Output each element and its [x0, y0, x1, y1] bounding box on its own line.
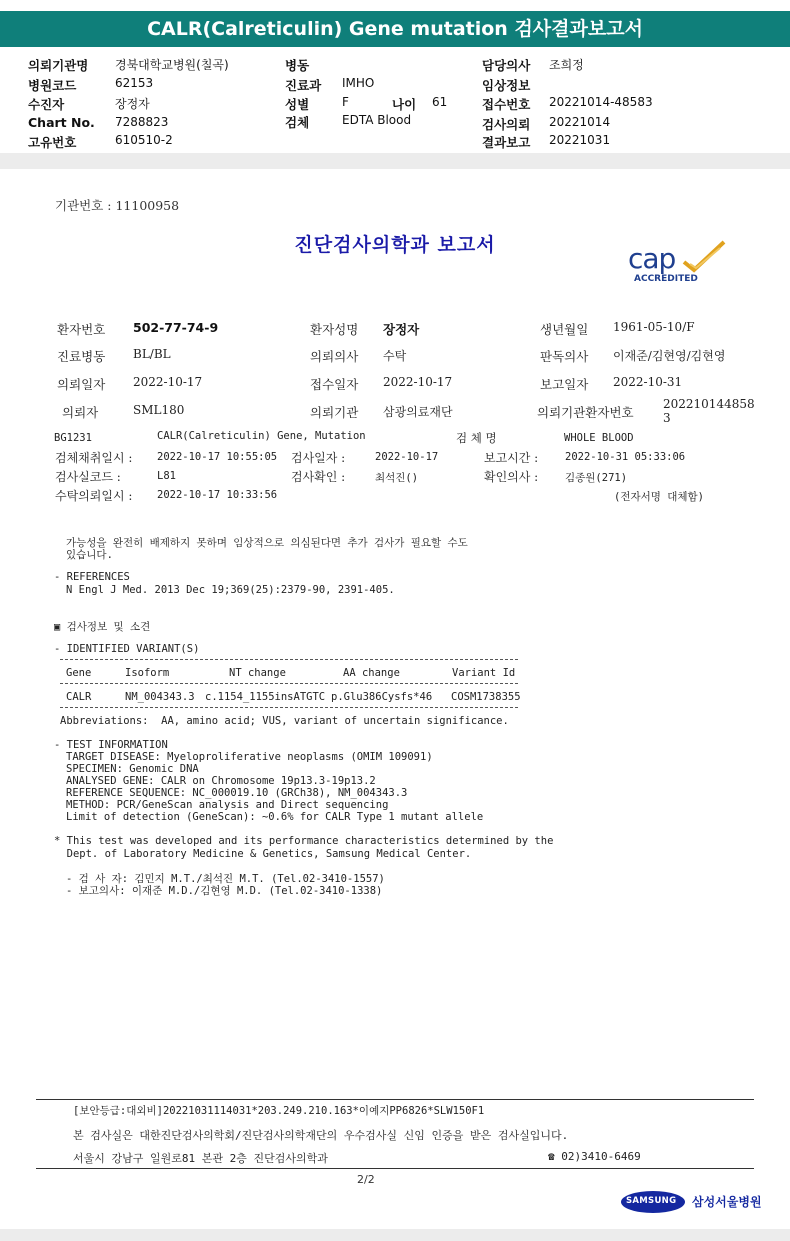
- note-line: 있습니다.: [66, 549, 113, 561]
- header-label: 검체: [285, 115, 310, 130]
- disclaimer-line: Dept. of Laboratory Medicine & Genetics, Samsung Medical Center.: [54, 848, 472, 860]
- patient-label: 판독의사: [540, 349, 589, 364]
- test-label: 보고시간 :: [484, 451, 539, 465]
- checkmark-icon: [680, 240, 728, 274]
- patient-label: 의뢰자: [62, 405, 99, 420]
- test-value: L81: [157, 470, 176, 482]
- cap-logo: [628, 240, 738, 290]
- header-value: 경북대학교병원(칠곡): [115, 58, 229, 72]
- variant-cell: c.1154_1155insATGTC: [205, 691, 326, 703]
- header-label: 수진자: [28, 97, 65, 112]
- header-value: 62153: [115, 76, 154, 90]
- security-line: [보안등급:대외비]20221031114031*203.249.210.163*이예지PP6826*SLW150F1: [73, 1105, 485, 1117]
- report-title: 진단검사의학과 보고서: [294, 234, 496, 256]
- variant-header: Gene: [66, 667, 92, 679]
- header-value: 20221014-48583: [549, 95, 653, 109]
- age-value: 61: [432, 95, 448, 109]
- header-value: 20221014: [549, 115, 611, 129]
- header-label: 임상정보: [482, 78, 531, 93]
- test-label: 검체채취일시 :: [55, 451, 133, 465]
- patient-value: 202210144858: [663, 397, 755, 411]
- test-value: 김종원(271): [565, 472, 628, 484]
- test-code: BG1231: [54, 432, 92, 444]
- header-label: 검사의뢰: [482, 117, 531, 132]
- footer-rule: [36, 1168, 754, 1169]
- test-info-line: Limit of detection (GeneScan): ~0.6% for CALR Type 1 mutant allele: [66, 811, 484, 823]
- patient-number: 502-77-74-9: [133, 320, 219, 335]
- test-info-line: TARGET DISEASE: Myeloproliferative neoplasms (OMIM 109091): [66, 751, 433, 763]
- patient-value: 2022-10-31: [613, 375, 683, 389]
- header-value: 장정자: [115, 97, 150, 111]
- patient-value: 2022-10-17: [133, 375, 203, 389]
- test-label: 수탁의뢰일시 :: [55, 489, 133, 503]
- phone-text: ☎ 02)3410-6469: [548, 1150, 641, 1163]
- variant-header: AA change: [343, 667, 400, 679]
- header-value: 610510-2: [115, 133, 173, 147]
- test-value: 2022-10-17 10:33:56: [157, 489, 278, 501]
- institution-number: 기관번호 : 11100958: [55, 198, 180, 213]
- staff-line: - 보고의사: 이재준 M.D./김현영 M.D. (Tel.02-3410-1338): [66, 885, 383, 897]
- patient-value: 삼광의료재단: [383, 405, 453, 419]
- test-info-title: - TEST INFORMATION: [54, 739, 168, 751]
- header-value: IMHO: [342, 76, 375, 90]
- patient-label: 환자번호: [57, 322, 106, 337]
- test-value: 2022-10-17: [375, 451, 439, 463]
- variant-cell: COSM1738355: [451, 691, 521, 703]
- header-value: F: [342, 95, 349, 109]
- test-value: 최석진(): [375, 472, 419, 484]
- test-label: 검사실코드 :: [55, 470, 121, 484]
- table-rule: [60, 707, 518, 708]
- variant-header: NT change: [229, 667, 286, 679]
- header-label: Chart No.: [28, 115, 95, 130]
- header-label: 진료과: [285, 78, 322, 93]
- test-name: CALR(Calreticulin) Gene, Mutation: [157, 430, 366, 442]
- patient-label: 환자성명: [310, 322, 359, 337]
- test-label: 검사일자 :: [291, 451, 346, 465]
- test-value: 2022-10-17 10:55:05: [157, 451, 278, 463]
- patient-value: 2022-10-17: [383, 375, 453, 389]
- staff-line: - 검 사 자: 김민지 M.T./최석진 M.T. (Tel.02-3410-1557): [66, 873, 385, 885]
- samsung-logo-text: SAMSUNG: [626, 1196, 677, 1206]
- disclaimer-line: * This test was developed and its performance characteristics determined by the: [54, 835, 554, 847]
- specimen-value: WHOLE BLOOD: [564, 432, 634, 444]
- page-number: 2/2: [357, 1173, 375, 1186]
- patient-name: 장정자: [383, 322, 420, 337]
- references-title: - REFERENCES: [54, 571, 130, 583]
- patient-value: SML180: [133, 403, 185, 417]
- test-info-line: METHOD: PCR/GeneScan analysis and Direct sequencing: [66, 799, 389, 811]
- age-label: 나이: [392, 97, 417, 112]
- bottom-bar: [0, 1229, 790, 1241]
- patient-label: 의뢰기관환자번호: [537, 405, 634, 420]
- header-label: 병동: [285, 58, 310, 73]
- header-label: 고유번호: [28, 135, 77, 150]
- hospital-name: 삼성서울병원: [692, 1195, 762, 1209]
- variant-cell: CALR: [66, 691, 92, 703]
- variants-title: - IDENTIFIED VARIANT(S): [54, 643, 200, 655]
- patient-label: 의뢰일자: [57, 377, 106, 392]
- footer-rule: [36, 1099, 754, 1100]
- references-text: N Engl J Med. 2013 Dec 19;369(25):2379-90, 2391-405.: [66, 584, 395, 596]
- certification-text: 본 검사실은 대한진단검사의학회/진단검사의학재단의 우수검사실 신임 인증을 받은 검사실입니다.: [73, 1129, 569, 1142]
- table-rule: [60, 683, 518, 684]
- patient-value: 수탁: [383, 349, 407, 363]
- cap-logo-text: cap: [628, 242, 676, 275]
- patient-value: 1961-05-10/F: [613, 320, 695, 334]
- note-line: 가능성을 완전히 배제하지 못하며 임상적으로 의심된다면 추가 검사가 필요할 수도: [66, 537, 468, 549]
- patient-value: 3: [663, 411, 671, 425]
- header-label: 의뢰기관명: [28, 58, 89, 73]
- header-label: 결과보고: [482, 135, 531, 150]
- header-value: EDTA Blood: [342, 113, 412, 127]
- header-label: 성별: [285, 97, 310, 112]
- abbreviations: Abbreviations: AA, amino acid; VUS, variant of uncertain significance.: [60, 715, 509, 727]
- header-value: 조희정: [549, 58, 584, 72]
- patient-label: 생년월일: [540, 322, 589, 337]
- table-rule: [60, 659, 518, 660]
- cap-accredited-text: ACCREDITED: [634, 274, 698, 284]
- patient-label: 진료병동: [57, 349, 106, 364]
- test-value: 2022-10-31 05:33:06: [565, 451, 686, 463]
- header-label: 접수번호: [482, 97, 531, 112]
- test-info-line: ANALYSED GENE: CALR on Chromosome 19p13.3-19p13.2: [66, 775, 376, 787]
- patient-value: 이재준/김현영/김현영: [613, 349, 726, 363]
- patient-label: 의뢰의사: [310, 349, 359, 364]
- test-info-line: SPECIMEN: Genomic DNA: [66, 763, 199, 775]
- test-label: 검사확인 :: [291, 470, 346, 484]
- report-title-bar: CALR(Calreticulin) Gene mutation 검사결과보고서: [0, 11, 790, 47]
- variant-cell: p.Glu386Cysfs*46: [331, 691, 433, 703]
- test-label: 확인의사 :: [484, 470, 539, 484]
- specimen-label: 검 체 명: [456, 431, 497, 445]
- patient-label: 의뢰기관: [310, 405, 359, 420]
- header-label: 병원코드: [28, 78, 77, 93]
- variant-header: Isoform: [125, 667, 170, 679]
- variant-header: Variant Id: [452, 667, 516, 679]
- samsung-logo: [620, 1190, 686, 1214]
- variant-cell: NM_004343.3: [125, 691, 195, 703]
- address-text: 서울시 강남구 일원로81 본관 2층 진단검사의학과: [73, 1152, 328, 1165]
- test-info-line: REFERENCE SEQUENCE: NC_000019.10 (GRCh38), NM_004343.3: [66, 787, 408, 799]
- patient-label: 접수일자: [310, 377, 359, 392]
- header-label: 담당의사: [482, 58, 531, 73]
- header-separator: [0, 153, 790, 169]
- patient-value: BL/BL: [133, 347, 171, 361]
- patient-label: 보고일자: [540, 377, 589, 392]
- esign-note: (전자서명 대체함): [614, 491, 704, 503]
- header-value: 20221031: [549, 133, 611, 147]
- header-value: 7288823: [115, 115, 169, 129]
- section-title: ▣ 검사정보 및 소견: [54, 621, 151, 633]
